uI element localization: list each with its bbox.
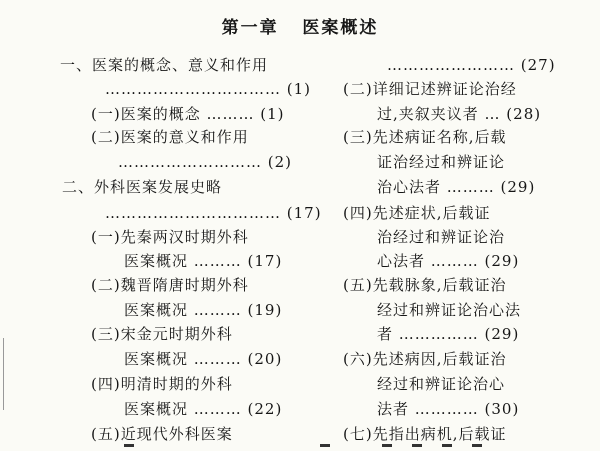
toc-entry: 心法者 ……… (29) <box>377 252 520 270</box>
toc-entry: (一)医案的概念 ……… (1) <box>91 105 285 123</box>
toc-entry: 证治经过和辨证论 <box>377 153 506 171</box>
page-edge-shadow <box>3 338 4 410</box>
toc-entry: ……………………… (2) <box>118 153 293 171</box>
toc-entry: (七)先指出病机,后载证 <box>343 425 507 443</box>
toc-entry: (三)宋金元时期外科 <box>91 325 233 343</box>
toc-entry: 医案概况 ……… (20) <box>124 350 283 368</box>
toc-entry: 法者 ………… (30) <box>377 400 520 418</box>
toc-entry: 过,夹叙夹议者 … (28) <box>377 105 542 123</box>
toc-entry: (一)先秦两汉时期外科 <box>91 228 249 246</box>
toc-entry: (三)先述病证名称,后载 <box>343 128 507 146</box>
toc-entry: 医案概况 ……… (22) <box>124 400 283 418</box>
toc-entry: (二)医案的意义和作用 <box>91 128 249 146</box>
toc-entry: 医案概况 ……… (19) <box>124 301 283 319</box>
toc-entry: …………………… (27) <box>387 56 556 74</box>
toc-entry: 经过和辨证论治心 <box>377 375 506 393</box>
toc-entry: …………………………… (17) <box>105 204 322 222</box>
toc-entry: 二、外科医案发展史略 <box>62 178 223 196</box>
chapter-title: 第一章 医案概述 <box>221 18 379 38</box>
toc-entry: (二)详细记述辨证论治经 <box>343 80 517 98</box>
toc-entry: 治心法者 ……… (29) <box>377 178 536 196</box>
cropped-next-line <box>120 444 600 451</box>
toc-entry: 经过和辨证论治心法 <box>377 301 522 319</box>
toc-entry: (六)先述病因,后载证治 <box>343 350 507 368</box>
toc-entry: 者 …………… (29) <box>377 325 520 343</box>
toc-entry: 医案概况 ……… (17) <box>124 252 283 270</box>
toc-entry: …………………………… (1) <box>105 80 312 98</box>
toc-entry: (四)明清时期的外科 <box>91 375 233 393</box>
toc-entry: (五)先载脉象,后载证治 <box>343 276 507 294</box>
toc-entry: 治经过和辨证论治 <box>377 228 506 246</box>
toc-entry: 一、医案的概念、意义和作用 <box>60 56 269 74</box>
toc-entry: (四)先述症状,后载证 <box>343 204 491 222</box>
toc-entry: (五)近现代外科医案 <box>91 425 233 443</box>
toc-entry: (二)魏晋隋唐时期外科 <box>91 276 249 294</box>
